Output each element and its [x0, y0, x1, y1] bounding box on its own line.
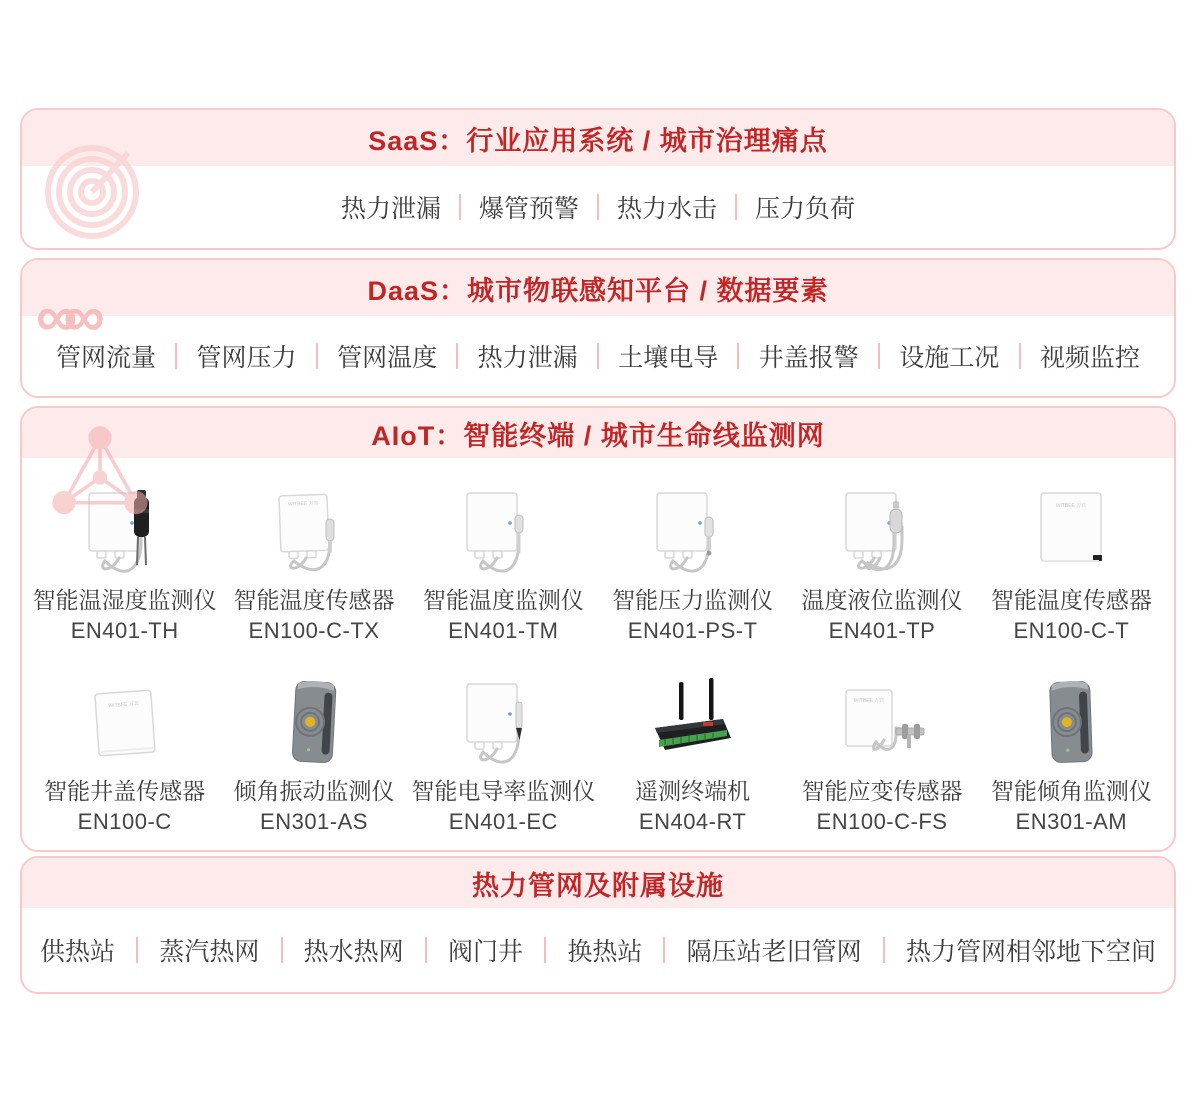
- infra-items-row: [22, 908, 1174, 992]
- device-image-conductivity-monitor: [455, 670, 551, 772]
- device-model: EN401-PS-T: [627, 618, 758, 643]
- double-infinity-icon: ∞∞: [36, 284, 91, 349]
- device-name: 智能温度传感器: [233, 587, 395, 613]
- device-name: 智能倾角监测仪: [990, 778, 1152, 804]
- device-image-temp-sensor-panel: [1023, 479, 1119, 581]
- saas-title: SaaS：行业应用系统 / 城市治理痛点: [368, 125, 828, 156]
- device-image-manhole-sensor: [77, 670, 173, 772]
- device-image-temp-sensor: [266, 479, 362, 581]
- device-name: 智能温度传感器: [990, 587, 1152, 613]
- device-model: EN401-TP: [828, 618, 936, 643]
- device-card-en404-rt: [598, 653, 787, 844]
- infra-item: 隔压站老旧管网: [686, 938, 862, 966]
- divider: [459, 194, 461, 220]
- infra-item: 蒸汽热网: [159, 938, 260, 966]
- device-name: 温度液位监测仪: [801, 587, 963, 613]
- device-name: 智能压力监测仪: [612, 587, 774, 613]
- daas-item: 管网流量: [56, 344, 157, 372]
- saas-item: 热力泄漏: [340, 195, 441, 223]
- daas-item: 土壤电导: [618, 344, 719, 372]
- device-image-tilt-monitor: [1023, 670, 1119, 772]
- divider: [663, 937, 665, 963]
- daas-item: 热力泄漏: [477, 344, 578, 372]
- divider: [597, 343, 599, 369]
- saas-items-row: [22, 166, 1174, 248]
- infra-section: [20, 856, 1176, 994]
- device-name: 智能温度监测仪: [422, 587, 584, 613]
- device-model: EN301-AS: [260, 809, 368, 834]
- aiot-header-band: [22, 408, 1174, 458]
- device-image-telemetry-terminal: [643, 670, 743, 772]
- device-image-strain-sensor: [832, 670, 932, 772]
- saas-section: [20, 108, 1176, 250]
- saas-item: 压力负荷: [755, 195, 856, 223]
- divider: [883, 937, 885, 963]
- device-card-en401-tm: [409, 462, 598, 653]
- infra-item: 换热站: [567, 938, 643, 966]
- device-card-en100-c-fs: [787, 653, 976, 844]
- device-card-en100-c-tx: [219, 462, 408, 653]
- divider: [425, 937, 427, 963]
- daas-item: 管网温度: [337, 344, 438, 372]
- infra-header-band: [22, 858, 1174, 908]
- device-image-tilt-vibration-monitor: [266, 670, 362, 772]
- divider: [316, 343, 318, 369]
- aiot-section: [20, 406, 1176, 852]
- divider: [1019, 343, 1021, 369]
- device-name: 智能应变传感器: [801, 778, 963, 804]
- divider: [735, 194, 737, 220]
- infra-item: 热水热网: [303, 938, 404, 966]
- infra-item: 供热站: [40, 938, 116, 966]
- divider: [456, 343, 458, 369]
- divider: [737, 343, 739, 369]
- brand-label: WITBEE 万宾: [107, 700, 139, 710]
- saas-item: 爆管预警: [478, 195, 579, 223]
- device-name: 遥测终端机: [635, 778, 751, 804]
- device-model: EN401-TH: [70, 618, 179, 643]
- device-card-en301-am: [977, 653, 1166, 844]
- divider: [597, 194, 599, 220]
- divider: [878, 343, 880, 369]
- device-model: EN404-RT: [638, 809, 747, 834]
- divider: [175, 343, 177, 369]
- infra-item: 热力管网相邻地下空间: [905, 938, 1156, 966]
- aiot-title: AIoT：智能终端 / 城市生命线监测网: [371, 420, 825, 451]
- device-model: EN301-AM: [1015, 809, 1128, 834]
- daas-item: 管网压力: [196, 344, 297, 372]
- device-model: EN100-C-FS: [816, 809, 948, 834]
- device-card-en401-ec: [409, 653, 598, 844]
- device-image-pressure-monitor: [645, 479, 741, 581]
- divider: [544, 937, 546, 963]
- device-card-en301-as: [219, 653, 408, 844]
- device-name: 智能电导率监测仪: [411, 778, 596, 804]
- infra-item: 阀门井: [447, 938, 523, 966]
- device-model: EN401-TM: [448, 618, 559, 643]
- device-grid: [22, 458, 1174, 850]
- device-card-en401-ps-t: [598, 462, 787, 653]
- device-image-temp-level-monitor: [834, 479, 930, 581]
- divider: [281, 937, 283, 963]
- daas-title: DaaS：城市物联感知平台 / 数据要素: [367, 275, 829, 306]
- brand-label: WITBEE 万宾: [853, 698, 885, 704]
- device-model: EN100-C-T: [1013, 618, 1130, 643]
- daas-items-row: [22, 316, 1174, 396]
- device-name: 智能温湿度监测仪: [32, 587, 217, 613]
- device-model: EN100-C: [77, 809, 172, 834]
- daas-section: [20, 258, 1176, 398]
- device-card-en100-c: [30, 653, 219, 844]
- device-name: 倾角振动监测仪: [233, 778, 395, 804]
- daas-item: 井盖报警: [758, 344, 859, 372]
- brand-label: WITBEE 万宾: [287, 500, 319, 508]
- device-image-temp-monitor: [455, 479, 551, 581]
- device-image-temp-humidity-monitor: [77, 479, 173, 581]
- daas-item: 视频监控: [1039, 344, 1140, 372]
- divider: [136, 937, 138, 963]
- daas-item: 设施工况: [899, 344, 1000, 372]
- brand-label: WITBEE 万宾: [1056, 503, 1087, 509]
- device-model: EN401-EC: [448, 809, 558, 834]
- device-card-en401-tp: [787, 462, 976, 653]
- saas-item: 热力水击: [617, 195, 718, 223]
- device-card-en401-th: [30, 462, 219, 653]
- device-model: EN100-C-TX: [248, 618, 380, 643]
- device-card-en100-c-t: [977, 462, 1166, 653]
- daas-header-band: [22, 260, 1174, 316]
- saas-header-band: [22, 110, 1174, 166]
- device-name: 智能井盖传感器: [44, 778, 206, 804]
- infra-title: 热力管网及附属设施: [472, 870, 724, 901]
